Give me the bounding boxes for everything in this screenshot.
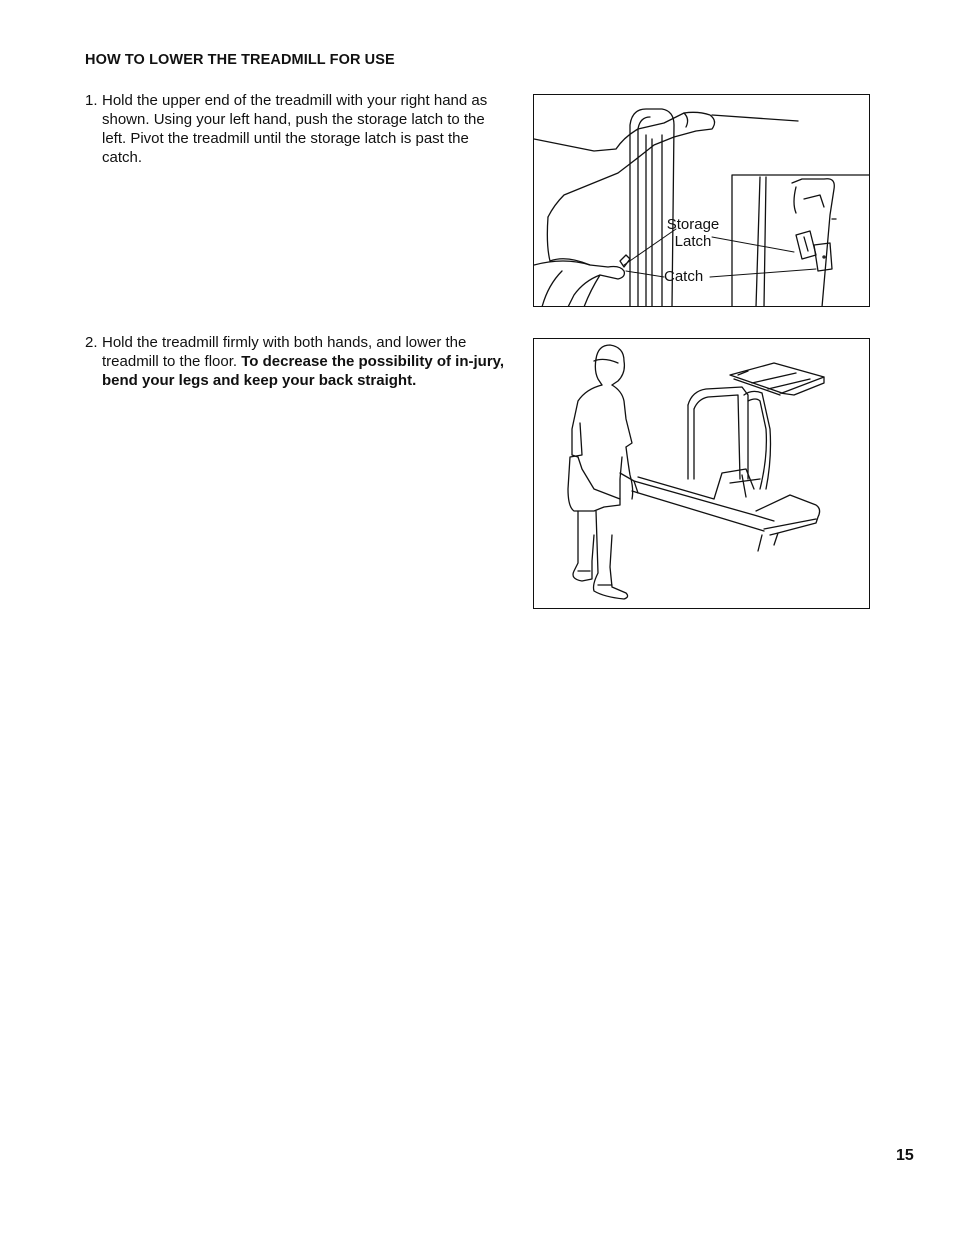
storage-label-line1: Storage bbox=[666, 216, 720, 233]
step-text-regular: Hold the upper end of the treadmill with your right hand as shown. Using your left hand, push the storage latch to the left. Pivot the treadmill until the storage latch is past the catch. bbox=[102, 92, 488, 166]
step-2 bbox=[85, 333, 510, 390]
step-safety-warning: To decrease the possibility of in-jury, bend your legs and keep your back straight. bbox=[102, 353, 505, 389]
lowering-treadmill-illustration bbox=[534, 339, 870, 609]
step-number: 2. bbox=[85, 334, 98, 351]
step-text-regular: Hold the treadmill firmly with both hands, and lower the treadmill to the floor. bbox=[102, 334, 467, 370]
step-text bbox=[102, 333, 510, 390]
step-1 bbox=[85, 91, 510, 167]
storage-latch-label bbox=[662, 216, 724, 250]
step-number: 1. bbox=[85, 92, 98, 109]
catch-label: Catch bbox=[664, 268, 704, 285]
page-number: 15 bbox=[896, 1147, 914, 1164]
figure-storage-latch bbox=[533, 94, 870, 307]
storage-label-line2: Latch bbox=[674, 233, 712, 250]
section-heading: HOW TO LOWER THE TREADMILL FOR USE bbox=[85, 52, 395, 68]
figure-lowering-treadmill bbox=[533, 338, 870, 609]
step-text bbox=[102, 91, 510, 167]
